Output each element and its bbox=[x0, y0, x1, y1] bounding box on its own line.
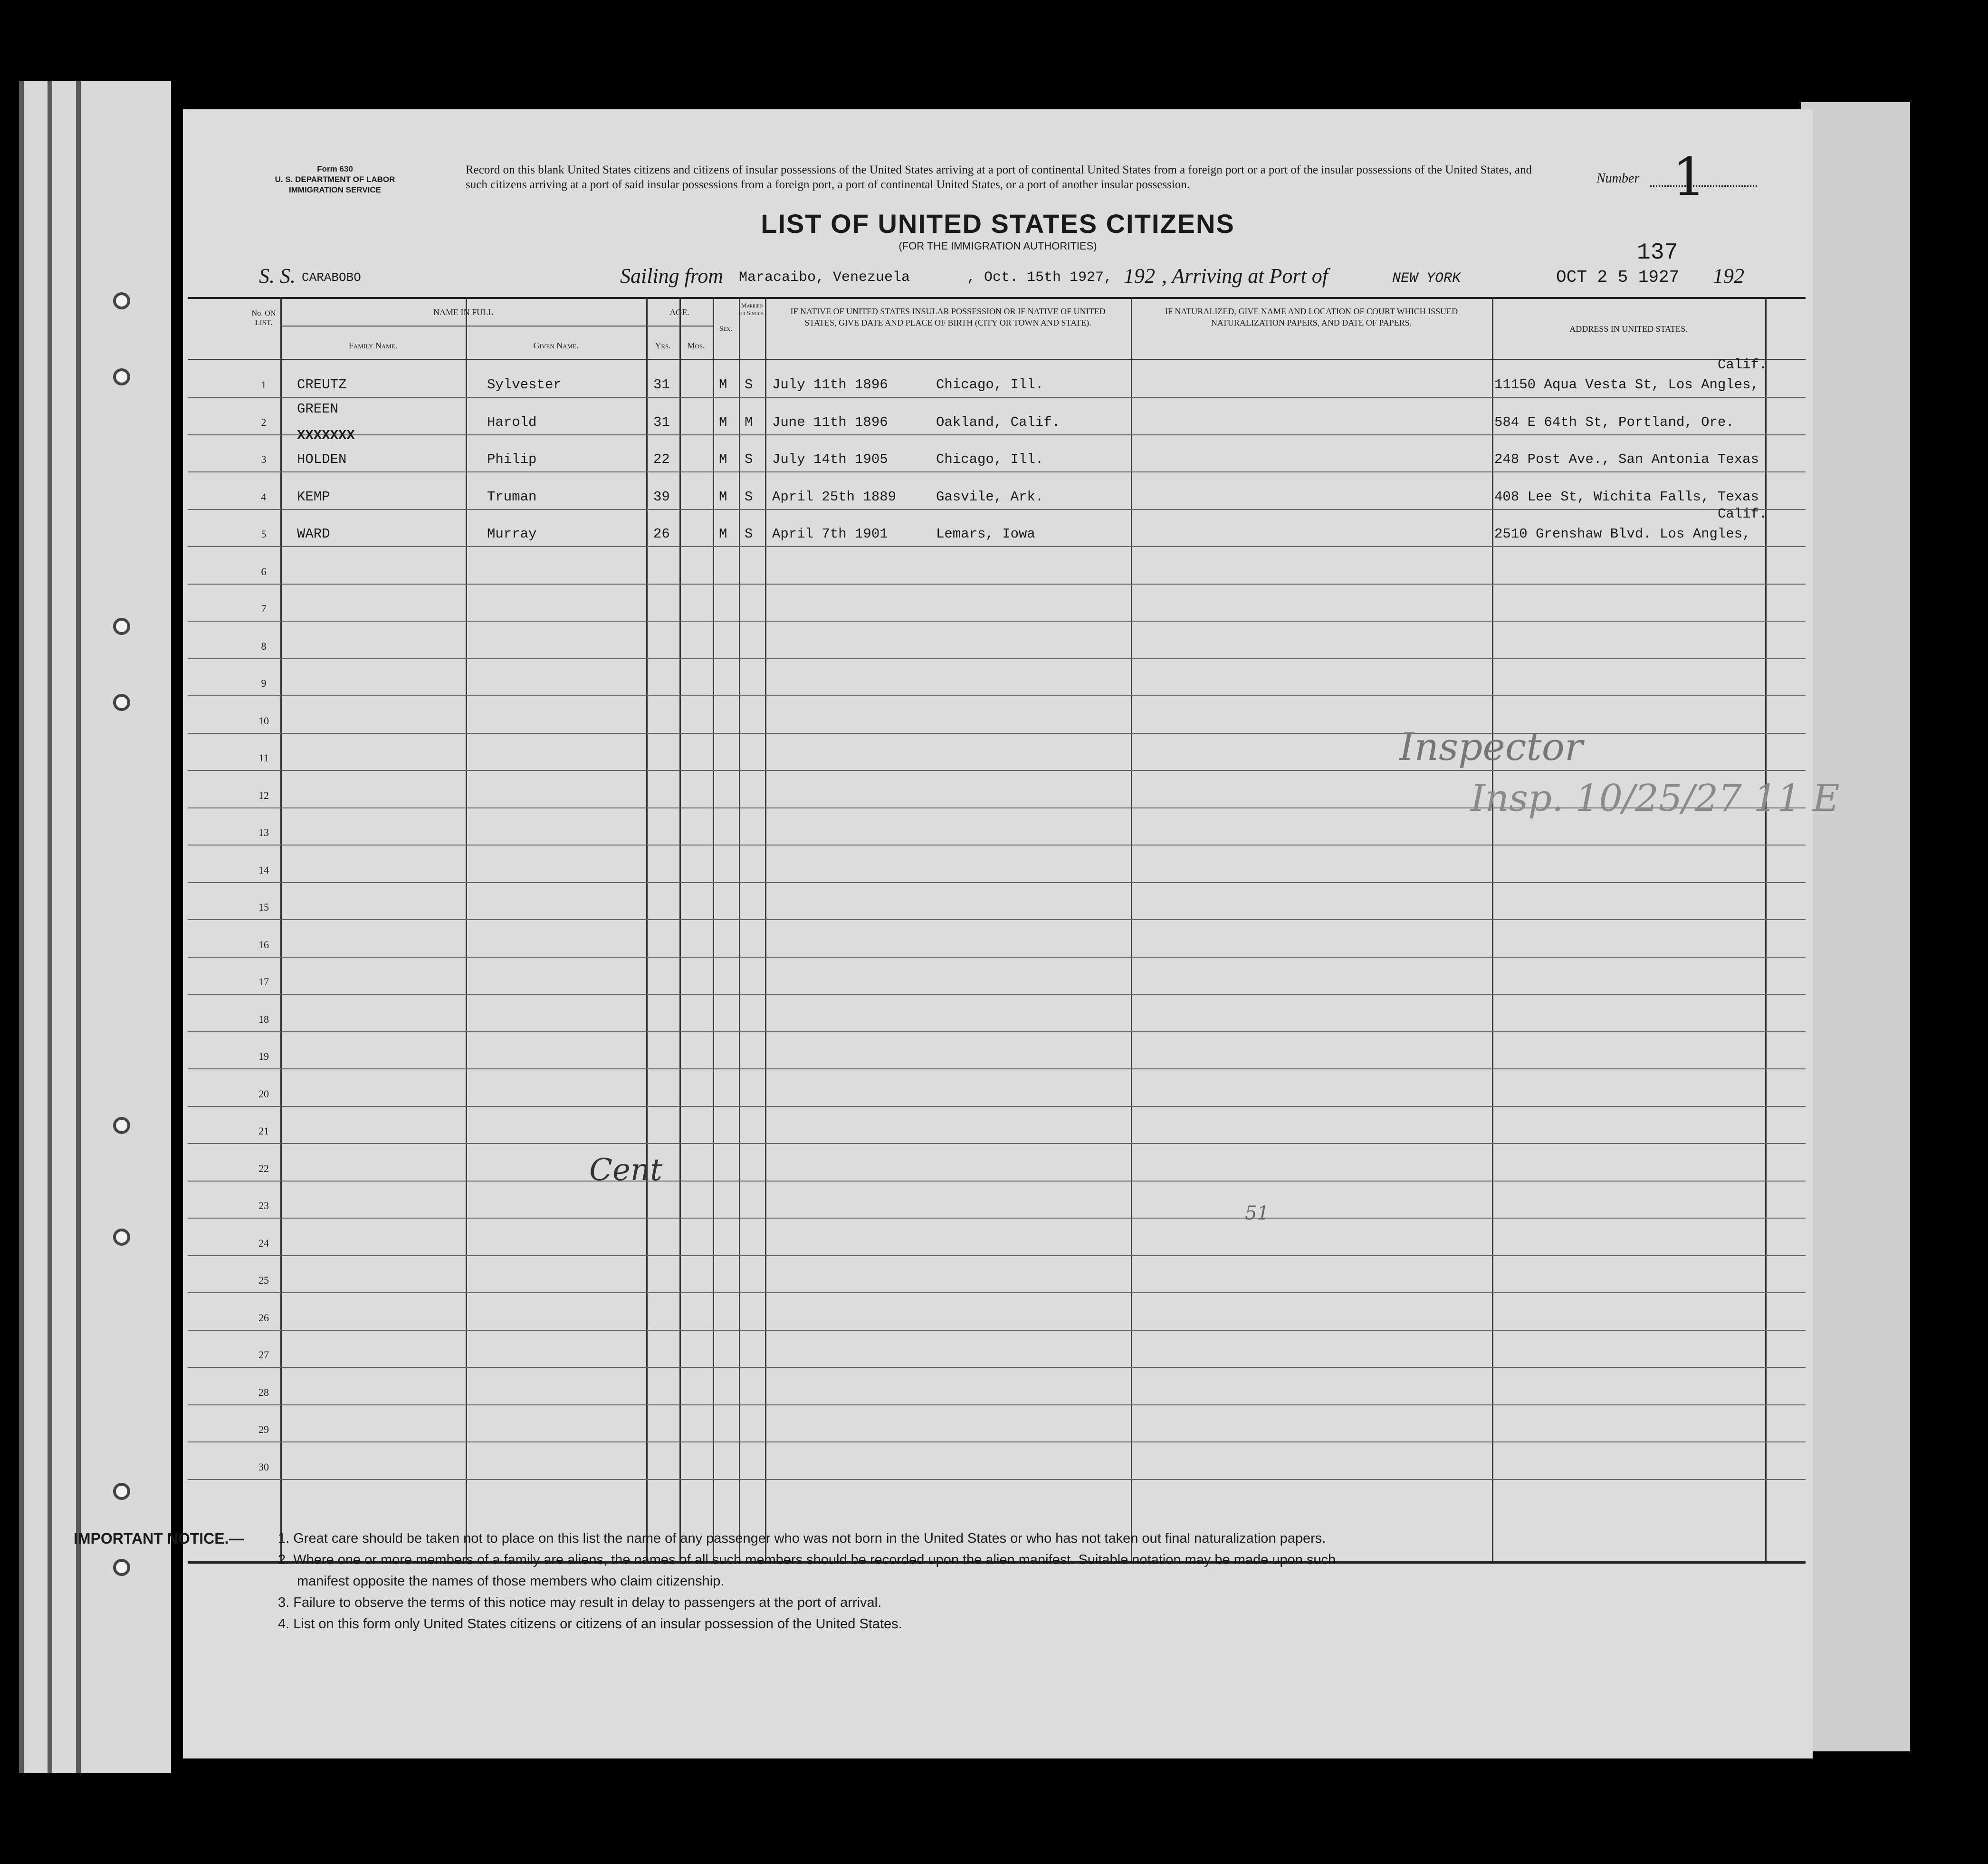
birth-place-cell: Lemars, Iowa bbox=[936, 526, 1035, 542]
col-divider bbox=[1492, 297, 1493, 1561]
binder-edge bbox=[76, 81, 81, 1773]
family-name-cell: KEMP bbox=[297, 489, 330, 505]
age-years-cell: 31 bbox=[653, 414, 670, 430]
col-mos: Mos. bbox=[687, 341, 705, 350]
age-years-cell: 39 bbox=[653, 489, 670, 505]
address-note-cell: Calif. bbox=[1718, 357, 1768, 373]
row-rule bbox=[188, 1441, 1806, 1442]
row-rule bbox=[188, 1404, 1806, 1405]
notice-item-4: 4. List on this form only United States citizens or citizens of an insular possession of the United States. bbox=[278, 1616, 902, 1632]
number-label: Number bbox=[1596, 171, 1640, 186]
col-divider bbox=[713, 297, 714, 1561]
col-address: ADDRESS IN UNITED STATES. bbox=[1569, 324, 1688, 334]
row-number: 24 bbox=[258, 1237, 269, 1249]
row-rule bbox=[188, 1367, 1806, 1368]
binder-hole bbox=[113, 292, 130, 309]
department-name: U. S. DEPARTMENT OF LABOR bbox=[275, 175, 395, 184]
row-number: 23 bbox=[258, 1200, 269, 1211]
binder-hole bbox=[113, 1229, 130, 1246]
binder-hole bbox=[113, 618, 130, 635]
row-rule bbox=[188, 882, 1806, 883]
row-rule bbox=[188, 1068, 1806, 1069]
row-number: 12 bbox=[258, 789, 269, 801]
sex-cell: M bbox=[719, 452, 727, 467]
row-rule bbox=[188, 658, 1806, 659]
form-header-left bbox=[249, 164, 421, 195]
address-cell: 248 Post Ave., San Antonia Texas bbox=[1494, 452, 1759, 467]
sex-cell: M bbox=[719, 489, 727, 505]
passenger-table bbox=[188, 297, 1806, 1580]
row-rule bbox=[188, 1255, 1806, 1256]
given-name-cell: Murray bbox=[487, 526, 537, 542]
col-divider bbox=[765, 297, 766, 1561]
birth-date-cell: July 14th 1905 bbox=[772, 452, 888, 467]
address-cell: 408 Lee St, Wichita Falls, Texas bbox=[1494, 489, 1759, 505]
row-number: 8 bbox=[261, 640, 267, 652]
arrival-date-stamp: OCT 2 5 1927 bbox=[1556, 268, 1680, 287]
col-divider bbox=[739, 297, 740, 1561]
col-given-name: Given Name. bbox=[533, 341, 579, 350]
col-naturalized: IF NATURALIZED, GIVE NAME AND LOCATION OF COURT WHICH ISSUED NATURALIZATION PAPERS, AND DATE OF PAPERS. bbox=[1165, 307, 1458, 327]
row-rule bbox=[188, 509, 1806, 510]
marital-status-cell: S bbox=[745, 526, 753, 542]
arrival-port: NEW YORK bbox=[1392, 270, 1461, 287]
row-number: 15 bbox=[258, 901, 269, 913]
row-number: 21 bbox=[258, 1125, 269, 1137]
row-number: 19 bbox=[258, 1050, 269, 1062]
birth-date-cell: April 25th 1889 bbox=[772, 489, 897, 505]
binder-edge bbox=[48, 81, 52, 1773]
row-number: 4 bbox=[261, 490, 267, 503]
col-divider bbox=[646, 297, 648, 1561]
binder-strip bbox=[19, 81, 171, 1773]
sailing-date: , Oct. 15th 1927, bbox=[967, 269, 1113, 286]
row-rule bbox=[188, 994, 1806, 995]
row-rule bbox=[188, 957, 1806, 958]
binder-edge bbox=[19, 81, 24, 1773]
col-divider bbox=[280, 297, 282, 1561]
col-no-on-list: No. ON LIST. bbox=[251, 309, 276, 327]
col-birth: IF NATIVE OF UNITED STATES INSULAR POSSESSION OR IF NATIVE OF UNITED STATES, GIVE DATE AND PLACE OF BIRTH (CITY OR TOWN AND STATE). bbox=[790, 307, 1106, 327]
age-years-cell: 26 bbox=[653, 526, 670, 542]
family-name-cell: GREEN bbox=[297, 401, 339, 417]
row-rule bbox=[188, 1292, 1806, 1293]
birth-place-cell: Chicago, Ill. bbox=[936, 377, 1044, 393]
row-rule bbox=[188, 1106, 1806, 1107]
marital-status-cell: M bbox=[745, 414, 753, 430]
row-rule bbox=[188, 1031, 1806, 1032]
number-value: 1 bbox=[1673, 146, 1706, 207]
row-number: 16 bbox=[258, 938, 269, 951]
address-note-cell: Calif. bbox=[1718, 506, 1768, 522]
notice-item-3: 3. Failure to observe the terms of this notice may result in delay to passengers at the port of arrival. bbox=[278, 1595, 882, 1610]
row-number: 20 bbox=[258, 1087, 269, 1100]
row-number: 13 bbox=[258, 826, 269, 838]
col-divider bbox=[1765, 297, 1767, 1561]
address-cell: 2510 Grenshaw Blvd. Los Angles, bbox=[1494, 526, 1751, 542]
row-number: 3 bbox=[261, 453, 267, 465]
row-number: 29 bbox=[258, 1423, 269, 1435]
row-number: 11 bbox=[258, 752, 269, 764]
address-cell: 584 E 64th St, Portland, Ore. bbox=[1494, 414, 1734, 430]
row-rule bbox=[188, 1181, 1806, 1182]
sailing-port: Maracaibo, Venezuela bbox=[739, 269, 910, 286]
row-number: 26 bbox=[258, 1311, 269, 1324]
given-name-cell: Sylvester bbox=[487, 377, 562, 393]
birth-date-cell: April 7th 1901 bbox=[772, 526, 888, 542]
inspector-date-note: Insp. 10/25/27 11 E bbox=[1471, 777, 1840, 820]
given-name-cell: Harold bbox=[487, 414, 537, 430]
notice-item-1: 1. Great care should be taken not to place on this list the name of any passenger who was not born in the United States or who has not taken out final naturalization papers. bbox=[278, 1531, 1326, 1546]
page-title: LIST OF UNITED STATES CITIZENS bbox=[761, 209, 1235, 239]
birth-place-cell: Oakland, Calif. bbox=[936, 414, 1061, 430]
binder-hole bbox=[113, 1559, 130, 1576]
notice-item-2-cont: manifest opposite the names of those members who claim citizenship. bbox=[297, 1574, 725, 1589]
row-rule bbox=[188, 397, 1806, 398]
row-number: 27 bbox=[258, 1349, 269, 1361]
stamp-number: 137 bbox=[1637, 240, 1678, 266]
service-name: IMMIGRATION SERVICE bbox=[289, 185, 381, 194]
sex-cell: M bbox=[719, 377, 727, 393]
handwritten-note: Cent bbox=[589, 1153, 662, 1188]
age-years-cell: 31 bbox=[653, 377, 670, 393]
row-rule bbox=[188, 770, 1806, 771]
birth-place-cell: Chicago, Ill. bbox=[936, 452, 1044, 467]
age-years-cell: 22 bbox=[653, 452, 670, 467]
voyage-line bbox=[183, 264, 1813, 297]
binder-hole bbox=[113, 1117, 130, 1134]
birth-date-cell: July 11th 1896 bbox=[772, 377, 888, 393]
notice-item-2: 2. Where one or more members of a family are aliens, the names of all such members should be recorded upon the alien manifest. Suitable notation may be made upon such bbox=[278, 1552, 1336, 1567]
row-rule bbox=[188, 1330, 1806, 1331]
binder-hole bbox=[113, 368, 130, 385]
row-rule bbox=[188, 1479, 1806, 1480]
marital-status-cell: S bbox=[745, 377, 753, 393]
row-number: 2 bbox=[261, 416, 267, 428]
row-number: 14 bbox=[258, 864, 269, 876]
row-number: 22 bbox=[258, 1162, 269, 1174]
sex-cell: M bbox=[719, 414, 727, 430]
subhead-rule bbox=[280, 326, 713, 327]
row-rule bbox=[188, 845, 1806, 846]
col-married-single: Married or Single. bbox=[739, 302, 765, 317]
row-number: 9 bbox=[261, 677, 267, 689]
col-family-name: Family Name. bbox=[348, 341, 398, 350]
row-rule bbox=[188, 584, 1806, 585]
col-sex: Sex. bbox=[719, 325, 732, 333]
manifest-page bbox=[183, 109, 1840, 1758]
binder-hole bbox=[113, 1483, 130, 1500]
birth-place-cell: Gasvile, Ark. bbox=[936, 489, 1044, 505]
row-rule bbox=[188, 1218, 1806, 1219]
row-rule bbox=[188, 471, 1806, 472]
marital-status-cell: S bbox=[745, 452, 753, 467]
row-rule bbox=[188, 434, 1806, 435]
sex-cell: M bbox=[719, 526, 727, 542]
notice-lead: IMPORTANT NOTICE.— bbox=[74, 1530, 244, 1547]
row-number: 10 bbox=[258, 714, 269, 727]
form-number: Form 630 bbox=[317, 164, 353, 173]
given-name-cell: Truman bbox=[487, 489, 537, 505]
row-number: 1 bbox=[261, 379, 267, 391]
address-cell: 11150 Aqua Vesta St, Los Angles, bbox=[1494, 377, 1759, 393]
col-yrs: Yrs. bbox=[655, 341, 671, 350]
family-name-cell: CREUTZ bbox=[297, 377, 347, 393]
page-shadow bbox=[1801, 102, 1910, 1751]
row-rule bbox=[188, 919, 1806, 920]
row-number: 18 bbox=[258, 1013, 269, 1025]
binder-hole bbox=[113, 694, 130, 711]
header-rule bbox=[188, 359, 1806, 360]
arriving-label: , Arriving at Port of bbox=[1162, 264, 1328, 288]
given-name-cell: Philip bbox=[487, 452, 537, 467]
family-name-cell: HOLDEN bbox=[297, 452, 347, 467]
form-instructions: Record on this blank United States citizens and citizens of insular possessions of the United States arriving at a port of continental United States from a foreign port or a port of the insular possessions of the United States, and such citizens arriving at a port of said insular possessions from a foreign port, a port of continental United States, or a port of another insular possession. bbox=[466, 163, 1532, 191]
inspector-signature: Inspector bbox=[1399, 725, 1583, 769]
ss-label: S. S. bbox=[259, 264, 296, 288]
col-divider bbox=[466, 297, 467, 1561]
family-name-cell: WARD bbox=[297, 526, 330, 542]
col-age: AGE. bbox=[669, 307, 689, 317]
row-number: 25 bbox=[258, 1274, 269, 1286]
marital-status-cell: S bbox=[745, 489, 753, 505]
row-number: 7 bbox=[261, 603, 267, 615]
row-number: 5 bbox=[261, 528, 267, 540]
birth-date-cell: June 11th 1896 bbox=[772, 414, 888, 430]
arrival-year-prefix: 192 bbox=[1713, 264, 1744, 288]
sailing-label: Sailing from bbox=[620, 264, 724, 288]
ship-name: CARABOBO bbox=[302, 270, 361, 285]
row-number: 30 bbox=[258, 1460, 269, 1473]
row-rule bbox=[188, 621, 1806, 622]
row-number: 6 bbox=[261, 565, 267, 577]
col-divider bbox=[679, 297, 681, 1561]
struck-family-name: XXXXXXX bbox=[297, 427, 355, 443]
row-number: 17 bbox=[258, 976, 269, 988]
table-top-rule bbox=[188, 297, 1806, 299]
row-number: 28 bbox=[258, 1386, 269, 1398]
row-rule bbox=[188, 1143, 1806, 1144]
col-divider bbox=[1131, 297, 1132, 1561]
year-prefix: 192 bbox=[1124, 264, 1155, 288]
row-rule bbox=[188, 695, 1806, 696]
col-name-in-full: NAME IN FULL bbox=[433, 307, 493, 317]
page-subtitle: (FOR THE IMMIGRATION AUTHORITIES) bbox=[898, 240, 1097, 252]
row-rule bbox=[188, 546, 1806, 547]
page-mark: 51 bbox=[1245, 1202, 1269, 1224]
